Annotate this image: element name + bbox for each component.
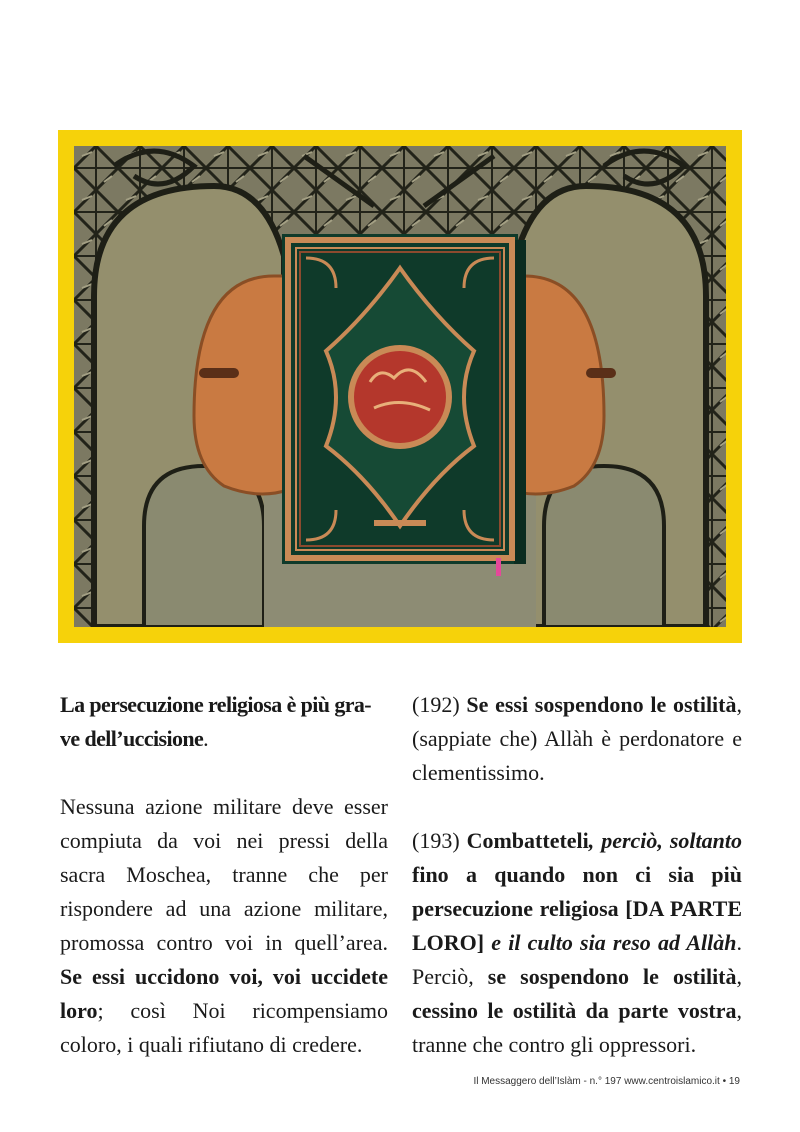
verse-193-bold-italic-2: e il culto sia reso ad Allàh <box>491 930 737 955</box>
verse-191-bold: Se essi uccidono voi, voi uccidete loro <box>60 964 388 1023</box>
verse-193-text-1: . Perciò, <box>412 930 742 989</box>
section-heading <box>60 688 388 756</box>
verse-193-text-2: , <box>736 964 743 989</box>
heading-period: . <box>203 726 209 751</box>
page-footer <box>473 1076 740 1087</box>
verse-191-ending: ; così Noi ricompensiamo coloro, i quali rifiutano di credere. <box>60 998 388 1057</box>
verse-193-bold-4: cessino le ostilità da parte vostra <box>412 998 737 1023</box>
quran-book-image <box>74 146 726 627</box>
footer-publication: Il Messaggero dell’Islàm - n.° 197 <box>473 1076 622 1087</box>
verse-193-bold-italic-1: , perciò, soltanto <box>588 828 742 853</box>
verse-193-bold-2: fino a quando non ci sia più persecuzione religiosa [DA PARTE LORO] <box>412 862 742 955</box>
left-text-column <box>60 688 388 1062</box>
verse-193-text-3: , tranne che contro gli oppressori. <box>412 998 742 1057</box>
right-text-column <box>412 688 742 1062</box>
heading-line-1: La persecuzione religiosa è più gra- <box>60 692 372 717</box>
paragraph-verse-191 <box>60 790 388 1062</box>
footer-bullet: • <box>722 1076 727 1087</box>
verse-193-bold-1: Combatteteli <box>466 828 589 853</box>
verse-191-text: Nessuna azione militare deve esser compiuta da voi nei pressi della sacra Moschea, tranne che per rispondere ad una azione militare, promossa contro voi in quell’area. <box>60 794 388 955</box>
verse-192-number: (192) <box>412 692 467 717</box>
verse-192-text: , (sappiate che) Allàh è perdonatore e clementissimo. <box>412 692 742 785</box>
paragraph-verse-193 <box>412 824 742 1062</box>
paragraph-verse-192 <box>412 688 742 790</box>
photo-frame <box>58 130 742 643</box>
heading-line-2: ve dell’uccisione <box>60 726 204 751</box>
page-number: 19 <box>728 1076 740 1087</box>
footer-website: www.centroislamico.it <box>624 1076 720 1087</box>
verse-193-bold-3: se sospendono le ostilità <box>487 964 737 989</box>
verse-192-bold: Se essi sospendono le ostilità <box>466 692 737 717</box>
verse-193-number: (193) <box>412 828 467 853</box>
